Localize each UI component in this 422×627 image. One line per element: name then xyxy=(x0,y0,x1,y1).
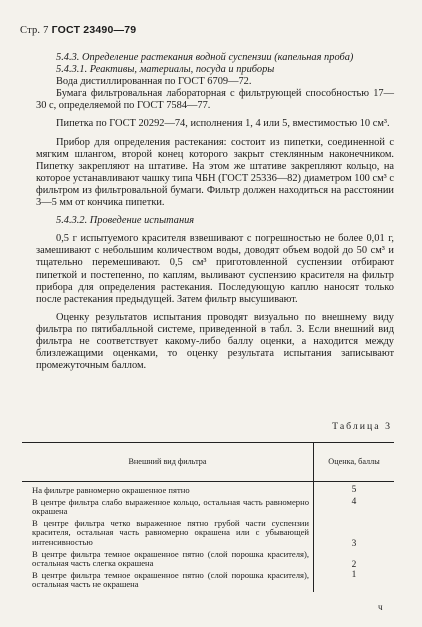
score-cell: 1 xyxy=(351,569,357,580)
results-table xyxy=(22,442,394,592)
subsection-heading: 5.4.3.2. Проведение испытания xyxy=(56,215,195,227)
appearance-cell: В центре фильтра четко выраженное пятно грубой части суспензии красителя, остальная часть равномерно окрашена или с убывающей интенсивностью xyxy=(22,519,314,550)
score-cell: 4 xyxy=(351,496,357,507)
paragraph: Оценку результатов испытания проводят визуально по внешнему виду фильтра по пятибалльной системе, приведенной в табл. 3. Если внешний вид фильтра не соответствует какому-либо баллу оценки, а находится между близлежащими оценками, то оценку результата испытания записывают промежуточным баллом. xyxy=(36,311,394,372)
paragraph: Бумага фильтровальная лабораторная с фильтрующей способностью 17—30 с, определяемой по ГОСТ 7584—77. xyxy=(36,88,394,112)
score-cell: 5 xyxy=(351,485,357,495)
paragraph: Пипетка по ГОСТ 20292—74, исполнения 1, 4 или 5, вместимостью 10 см³. xyxy=(56,118,390,130)
table-row xyxy=(22,571,394,592)
paragraph: 0,5 г испытуемого красителя взвешивают с погрешностью не более 0,01 г, замешивают с небольшим количеством воды, доводят объем водой до 50 см³ и тщательно перемешивают. 0,5 см³ приготовленной суспензии отбирают пипеткой и постепенно, по каплям, выливают суспензию красителя на фильтр прибора для определения растекания. Последующую каплю наносят только после растекания предыдущей. Затем фильтр высушивают. xyxy=(36,233,394,305)
table-row xyxy=(22,482,394,498)
column-header-score: Оценка, баллы xyxy=(314,443,395,482)
table-caption: Таблица 3 xyxy=(332,421,392,432)
page-number: Стр. 7 xyxy=(20,25,49,36)
section-heading: 5.4.3. Определение растекания водной суспензии (капельная проба) xyxy=(56,52,354,63)
table-row xyxy=(22,519,394,550)
paragraph: Вода дистиллированная по ГОСТ 6709—72. xyxy=(56,76,252,88)
footer-mark: ч xyxy=(378,602,383,612)
score-cell: 3 xyxy=(351,538,357,549)
document-body xyxy=(36,52,394,372)
page-header xyxy=(20,24,136,36)
appearance-cell: На фильтре равномерно окрашенное пятно xyxy=(22,482,314,498)
table-header-row xyxy=(22,443,394,482)
table-row xyxy=(22,498,394,519)
column-header-appearance: Внешний вид фильтра xyxy=(22,443,314,482)
table-row xyxy=(22,550,394,571)
appearance-cell: В центре фильтра темное окрашенное пятно (слой порошка красителя), остальная часть слегка окрашена xyxy=(22,550,314,571)
standard-number: ГОСТ 23490—79 xyxy=(51,24,137,36)
appearance-cell: В центре фильтра слабо выраженное кольцо, остальная часть равномерно окрашена xyxy=(22,498,314,519)
score-cell: 2 xyxy=(351,560,357,571)
paragraph: Прибор для определения растекания: состоит из пипетки, соединенной с мягким шлангом, второй конец которого закрыт стеклянным наконечником. Пипетку закрепляют на штативе. На этом же штативе закрепляют кольцо, на которое устанавливают чашку типа ЧБН (ГОСТ 25336—82) диаметром 100 см³ с фильтром из фильтровальной бумаги. Фильтр должен находиться на расстоянии 3—5 мм от кончика пипетки. xyxy=(36,136,394,209)
subsection-heading: 5.4.3.1. Реактивы, материалы, посуда и приборы xyxy=(56,64,275,76)
appearance-cell: В центре фильтра темное окрашенное пятно (слой порошка красителя), остальная часть не окрашена xyxy=(22,571,314,592)
